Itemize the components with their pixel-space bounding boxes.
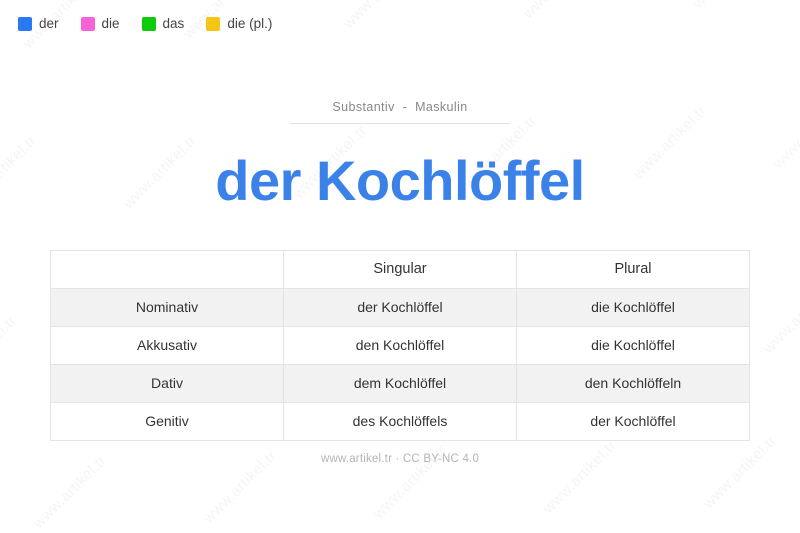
- table-header-singular: Singular: [284, 250, 517, 288]
- legend-item-die-plural: [206, 16, 272, 31]
- table-header-row: [51, 250, 750, 288]
- page-title: der Kochlöffel: [215, 149, 585, 212]
- color-swatch-icon: [81, 17, 95, 31]
- cell-nominativ-singular: der Kochlöffel: [284, 288, 517, 326]
- word-meta: [290, 100, 510, 124]
- cell-dativ-singular: dem Kochlöffel: [284, 364, 517, 402]
- case-label-nominativ: Nominativ: [51, 288, 284, 326]
- color-swatch-icon: [142, 17, 156, 31]
- cell-genitiv-singular: des Kochlöffels: [284, 402, 517, 440]
- meta-separator: -: [402, 100, 408, 114]
- legend-label: die: [101, 16, 120, 31]
- table-row: [51, 288, 750, 326]
- legend-item-die: [81, 16, 120, 31]
- color-swatch-icon: [18, 17, 32, 31]
- part-of-speech-label: Substantiv: [332, 100, 395, 114]
- case-label-genitiv: Genitiv: [51, 402, 284, 440]
- color-swatch-icon: [206, 17, 220, 31]
- declension-table: [50, 250, 750, 441]
- legend-label: die (pl.): [227, 16, 273, 31]
- footer-credit: www.artikel.tr · CC BY-NC 4.0: [320, 452, 480, 465]
- case-label-akkusativ: Akkusativ: [51, 326, 284, 364]
- table-row: [51, 402, 750, 440]
- article-color-legend: [18, 16, 272, 31]
- table-header-corner: [51, 250, 284, 288]
- cell-nominativ-plural: die Kochlöffel: [517, 288, 750, 326]
- table-row: [51, 364, 750, 402]
- legend-item-der: [18, 16, 59, 31]
- gender-label: Maskulin: [415, 100, 468, 114]
- cell-akkusativ-plural: die Kochlöffel: [517, 326, 750, 364]
- cell-dativ-plural: den Kochlöffeln: [517, 364, 750, 402]
- table-row: [51, 326, 750, 364]
- cell-genitiv-plural: der Kochlöffel: [517, 402, 750, 440]
- legend-item-das: [142, 16, 185, 31]
- subheading-row: [0, 100, 800, 124]
- legend-label: das: [162, 16, 185, 31]
- table-header-plural: Plural: [517, 250, 750, 288]
- case-label-dativ: Dativ: [51, 364, 284, 402]
- cell-akkusativ-singular: den Kochlöffel: [284, 326, 517, 364]
- legend-label: der: [39, 16, 59, 31]
